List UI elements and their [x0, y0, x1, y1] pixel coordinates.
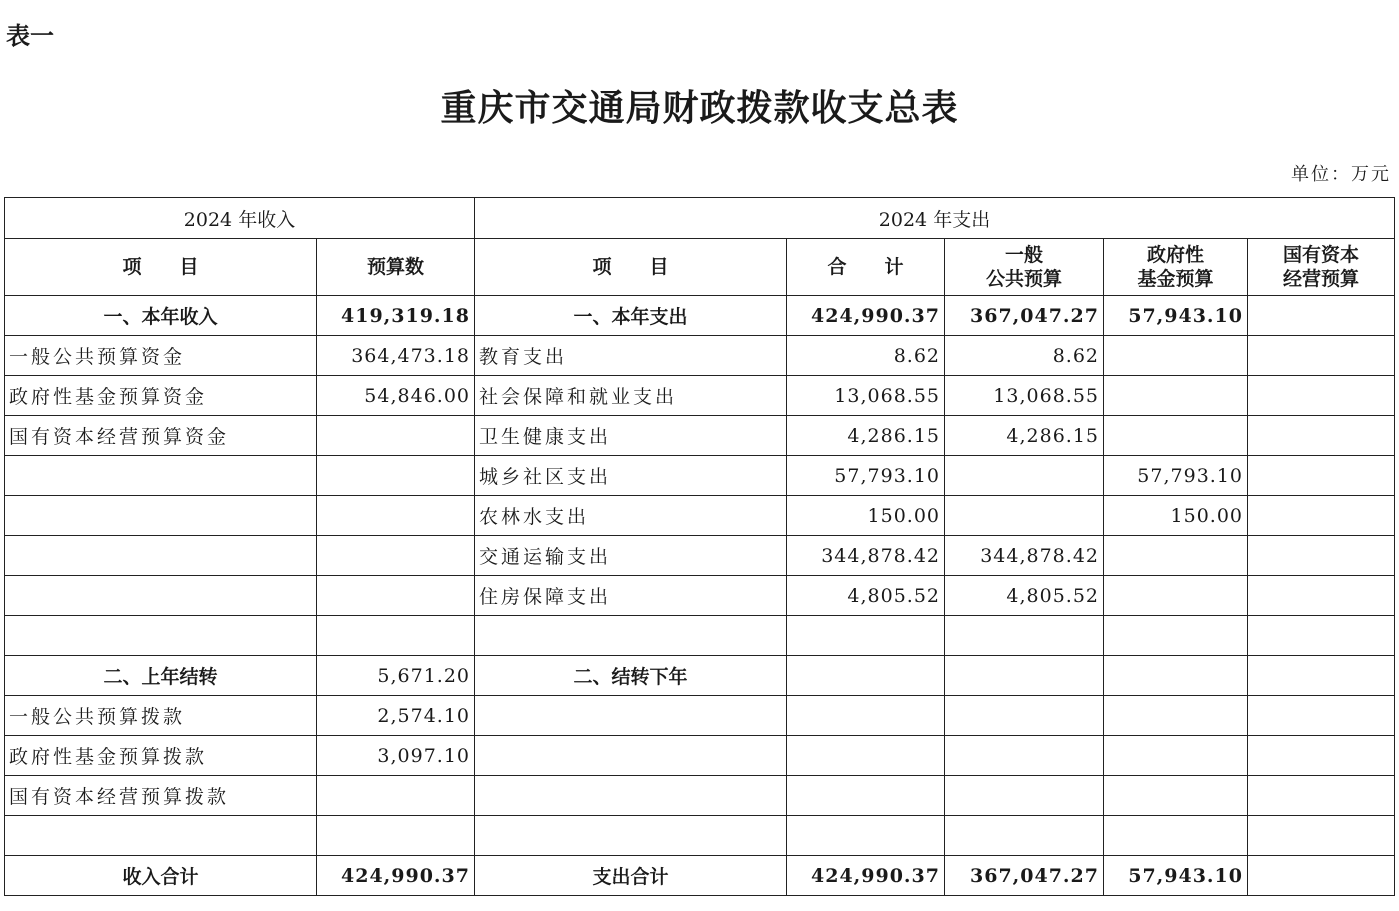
col-header-fund-line2: 基金预算: [1137, 268, 1214, 290]
total-cell: [787, 616, 945, 656]
state-capital-budget-cell: [1248, 496, 1395, 536]
total-cell: [787, 816, 945, 856]
state-capital-budget-cell: [1248, 656, 1395, 696]
general-budget-cell: [945, 656, 1104, 696]
income-budget-cell: [317, 496, 475, 536]
document-title: 重庆市交通局财政拨款收支总表: [440, 87, 959, 129]
col-header-income-item: 项 目: [5, 239, 317, 296]
fund-budget-cell: 150.00: [1104, 496, 1248, 536]
state-capital-budget-cell: [1248, 576, 1395, 616]
fund-budget-cell: 57,943.10: [1104, 856, 1248, 896]
state-capital-budget-cell: [1248, 336, 1395, 376]
fund-budget-cell: [1104, 576, 1248, 616]
col-header-general-line2: 公共预算: [985, 268, 1062, 290]
expense-item-cell: [475, 776, 787, 816]
state-capital-budget-cell: [1248, 856, 1395, 896]
expense-section-header: 2024 年支出: [475, 198, 1395, 239]
expense-item-cell: 住房保障支出: [475, 576, 787, 616]
col-header-fund-budget: [1104, 239, 1248, 296]
total-cell: 424,990.37: [787, 296, 945, 336]
total-cell: 4,805.52: [787, 576, 945, 616]
income-budget-cell: 364,473.18: [317, 336, 475, 376]
fund-budget-cell: [1104, 736, 1248, 776]
table-row: [5, 296, 1395, 336]
expense-item-cell: [475, 616, 787, 656]
col-header-general-line1: 一般: [1004, 244, 1043, 266]
income-item-cell: [5, 456, 317, 496]
income-item-cell: [5, 616, 317, 656]
income-item-cell: 国有资本经营预算拨款: [5, 776, 317, 816]
state-capital-budget-cell: [1248, 536, 1395, 576]
fund-budget-cell: 57,793.10: [1104, 456, 1248, 496]
general-budget-cell: 13,068.55: [945, 376, 1104, 416]
table-row: [5, 576, 1395, 616]
total-cell: 8.62: [787, 336, 945, 376]
expense-item-cell: 交通运输支出: [475, 536, 787, 576]
table-row: [5, 856, 1395, 896]
table-row: [5, 456, 1395, 496]
column-header-row: [5, 239, 1395, 296]
income-budget-cell: 3,097.10: [317, 736, 475, 776]
table-row: [5, 656, 1395, 696]
income-budget-cell: 54,846.00: [317, 376, 475, 416]
col-header-expense-item: 项 目: [475, 239, 787, 296]
general-budget-cell: [945, 816, 1104, 856]
income-budget-cell: [317, 816, 475, 856]
expense-item-cell: 卫生健康支出: [475, 416, 787, 456]
income-budget-cell: [317, 576, 475, 616]
section-header-row: [5, 198, 1395, 239]
total-cell: 13,068.55: [787, 376, 945, 416]
state-capital-budget-cell: [1248, 736, 1395, 776]
general-budget-cell: [945, 736, 1104, 776]
expense-item-cell: 一、本年支出: [475, 296, 787, 336]
state-capital-budget-cell: [1248, 816, 1395, 856]
state-capital-budget-cell: [1248, 296, 1395, 336]
general-budget-cell: 4,286.15: [945, 416, 1104, 456]
income-item-cell: 政府性基金预算拨款: [5, 736, 317, 776]
table-row: [5, 536, 1395, 576]
income-budget-cell: [317, 456, 475, 496]
expense-item-cell: 教育支出: [475, 336, 787, 376]
income-section-header: 2024 年收入: [5, 198, 475, 239]
fund-budget-cell: [1104, 816, 1248, 856]
expense-item-cell: [475, 736, 787, 776]
income-budget-cell: 5,671.20: [317, 656, 475, 696]
table-row: [5, 336, 1395, 376]
table-row: [5, 416, 1395, 456]
expense-item-cell: 支出合计: [475, 856, 787, 896]
income-budget-cell: [317, 776, 475, 816]
income-budget-cell: [317, 536, 475, 576]
state-capital-budget-cell: [1248, 416, 1395, 456]
fund-budget-cell: [1104, 536, 1248, 576]
general-budget-cell: 367,047.27: [945, 296, 1104, 336]
budget-table: [4, 197, 1395, 896]
general-budget-cell: [945, 616, 1104, 656]
total-cell: 424,990.37: [787, 856, 945, 896]
income-item-cell: 国有资本经营预算资金: [5, 416, 317, 456]
state-capital-budget-cell: [1248, 456, 1395, 496]
income-budget-cell: [317, 416, 475, 456]
income-item-cell: [5, 816, 317, 856]
table-row: [5, 616, 1395, 656]
col-header-state-line2: 经营预算: [1283, 268, 1360, 290]
general-budget-cell: [945, 496, 1104, 536]
income-item-cell: 一般公共预算拨款: [5, 696, 317, 736]
income-budget-cell: 2,574.10: [317, 696, 475, 736]
income-budget-cell: [317, 616, 475, 656]
fund-budget-cell: 57,943.10: [1104, 296, 1248, 336]
general-budget-cell: 367,047.27: [945, 856, 1104, 896]
fund-budget-cell: [1104, 696, 1248, 736]
fund-budget-cell: [1104, 336, 1248, 376]
table-row: [5, 496, 1395, 536]
total-cell: [787, 736, 945, 776]
total-cell: 4,286.15: [787, 416, 945, 456]
expense-item-cell: 二、结转下年: [475, 656, 787, 696]
state-capital-budget-cell: [1248, 376, 1395, 416]
fund-budget-cell: [1104, 656, 1248, 696]
total-cell: [787, 656, 945, 696]
general-budget-cell: [945, 696, 1104, 736]
general-budget-cell: [945, 776, 1104, 816]
expense-item-cell: [475, 696, 787, 736]
expense-item-cell: 社会保障和就业支出: [475, 376, 787, 416]
general-budget-cell: 344,878.42: [945, 536, 1104, 576]
fund-budget-cell: [1104, 776, 1248, 816]
total-cell: 150.00: [787, 496, 945, 536]
income-item-cell: [5, 536, 317, 576]
col-header-general-budget: [945, 239, 1104, 296]
fund-budget-cell: [1104, 376, 1248, 416]
state-capital-budget-cell: [1248, 616, 1395, 656]
general-budget-cell: 4,805.52: [945, 576, 1104, 616]
income-item-cell: [5, 496, 317, 536]
col-header-budget: 预算数: [317, 239, 475, 296]
expense-item-cell: 城乡社区支出: [475, 456, 787, 496]
expense-item-cell: [475, 816, 787, 856]
income-item-cell: 收入合计: [5, 856, 317, 896]
income-item-cell: 政府性基金预算资金: [5, 376, 317, 416]
income-item-cell: [5, 576, 317, 616]
state-capital-budget-cell: [1248, 696, 1395, 736]
fund-budget-cell: [1104, 416, 1248, 456]
income-item-cell: 一、本年收入: [5, 296, 317, 336]
table-row: [5, 736, 1395, 776]
unit-label: 单位：万元: [1291, 164, 1391, 185]
general-budget-cell: 8.62: [945, 336, 1104, 376]
table-row: [5, 696, 1395, 736]
table-row: [5, 816, 1395, 856]
total-cell: [787, 776, 945, 816]
total-cell: 57,793.10: [787, 456, 945, 496]
total-cell: [787, 696, 945, 736]
income-budget-cell: 424,990.37: [317, 856, 475, 896]
col-header-state-capital-budget: [1248, 239, 1395, 296]
table-number: 表一: [6, 22, 54, 50]
table-row: [5, 776, 1395, 816]
col-header-state-line1: 国有资本: [1283, 244, 1360, 266]
col-header-total: 合 计: [787, 239, 945, 296]
income-budget-cell: 419,319.18: [317, 296, 475, 336]
income-item-cell: 二、上年结转: [5, 656, 317, 696]
income-item-cell: 一般公共预算资金: [5, 336, 317, 376]
fund-budget-cell: [1104, 616, 1248, 656]
table-row: [5, 376, 1395, 416]
total-cell: 344,878.42: [787, 536, 945, 576]
col-header-fund-line1: 政府性: [1146, 244, 1204, 266]
general-budget-cell: [945, 456, 1104, 496]
expense-item-cell: 农林水支出: [475, 496, 787, 536]
state-capital-budget-cell: [1248, 776, 1395, 816]
